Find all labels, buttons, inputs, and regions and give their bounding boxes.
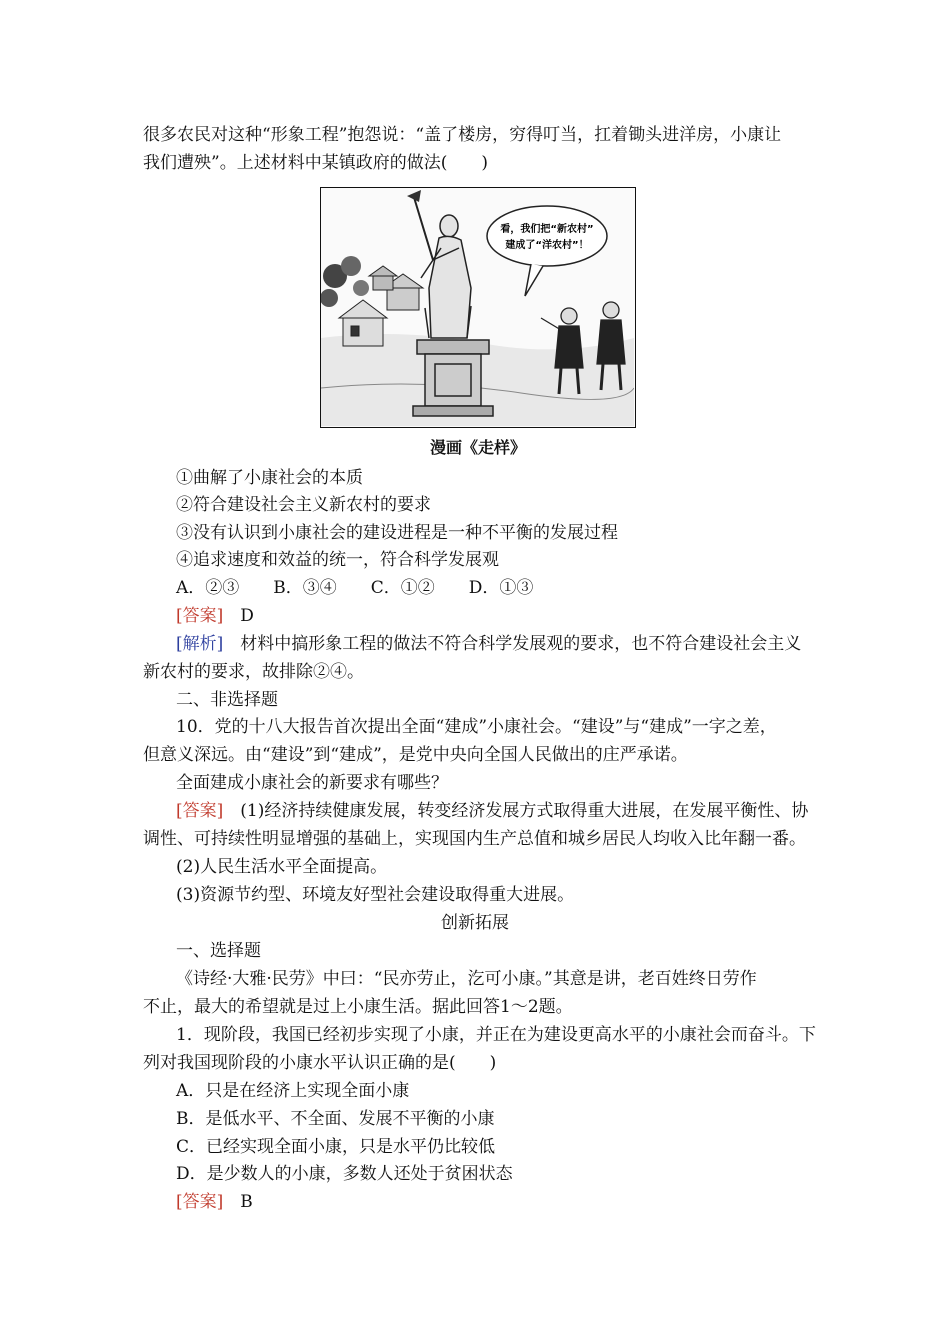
speech-bubble-line-1: 看，我们把“新农村” [500,224,594,235]
answer-line [176,605,254,627]
analysis-line-1 [176,633,801,655]
choice-list: A．②③ B．③④ C．①② D．①③ [176,578,534,598]
answer-value: D [223,606,254,626]
cartoon-drawing [321,188,634,426]
q10-text-2: 但意义深远。由“建设”到“建成”，是党中央向全国人民做出的庄严承诺。 [143,745,688,765]
q1-option-c: C．已经实现全面小康，只是水平仍比较低 [176,1137,496,1157]
q10-answer-line-4: (3)资源节约型、环境友好型社会建设取得重大进展。 [176,885,575,905]
answer-tag: [答案] [176,606,224,626]
intro-line-1: 很多农民对这种“形象工程”抱怨说：“盖了楼房，穷得叮当，扛着锄头进洋房，小康让 [143,125,782,145]
intro-line-2: 我们遭殃”。上述材料中某镇政府的做法( ) [143,153,488,173]
q1-option-b: B．是低水平、不全面、发展不平衡的小康 [176,1109,495,1129]
innovation-title: 创新拓展 [441,913,509,933]
cartoon-caption: 漫画《走样》 [429,438,526,457]
q10-answer-line-3: (2)人民生活水平全面提高。 [176,857,388,877]
section-title-non-choice: 二、非选择题 [176,690,278,710]
q10-answer-line-1 [176,800,808,822]
analysis-text-1: 材料中搞形象工程的做法不符合科学发展观的要求，也不符合建设社会主义 [223,634,802,654]
q1-answer-value: B [223,1192,253,1212]
q10-answer-line-2: 调性、可持续性明显增强的基础上，实现国内生产总值和城乡居民人均收入比年翻一番。 [143,829,806,849]
option-4: ④追求速度和效益的统一，符合科学发展观 [176,550,499,570]
analysis-line-2: 新农村的要求，故排除②④。 [143,662,364,682]
analysis-tag: [解析] [176,634,224,654]
innovation-section: 一、选择题 [176,941,261,961]
q1-option-a: A．只是在经济上实现全面小康 [176,1081,410,1101]
option-3: ③没有认识到小康社会的建设进程是一种不平衡的发展过程 [176,523,618,543]
q1-option-d: D．是少数人的小康，多数人还处于贫困状态 [176,1164,513,1184]
innovation-intro-1: 《诗经·大雅·民劳》中曰：“民亦劳止，汔可小康。”其意是讲，老百姓终日劳作 [176,969,757,989]
q10-answer-1a: (1)经济持续健康发展，转变经济发展方式取得重大进展，在发展平衡性、协 [223,801,809,821]
q10-question: 全面建成小康社会的新要求有哪些？ [176,773,448,793]
option-1: ①曲解了小康社会的本质 [176,468,363,488]
q1-text-2: 列对我国现阶段的小康水平认识正确的是( ) [143,1053,497,1073]
option-2: ②符合建设社会主义新农村的要求 [176,495,431,515]
q1-text-1: 1．现阶段，我国已经初步实现了小康，并正在为建设更高水平的小康社会而奋斗。下 [176,1025,816,1045]
innovation-intro-2: 不止，最大的希望就是过上小康生活。据此回答1～2题。 [143,997,573,1017]
cartoon-illustration [320,187,636,428]
house-1 [339,300,387,346]
speech-bubble-line-2: 建成了“洋农村”！ [505,240,589,251]
house-3 [369,266,397,290]
q1-answer-tag: [答案] [176,1192,224,1212]
q10-text-1: 10．党的十八大报告首次提出全面“建成”小康社会。“建设”与“建成”一字之差， [176,717,777,737]
q10-answer-tag: [答案] [176,801,224,821]
q1-answer-line [176,1191,253,1213]
